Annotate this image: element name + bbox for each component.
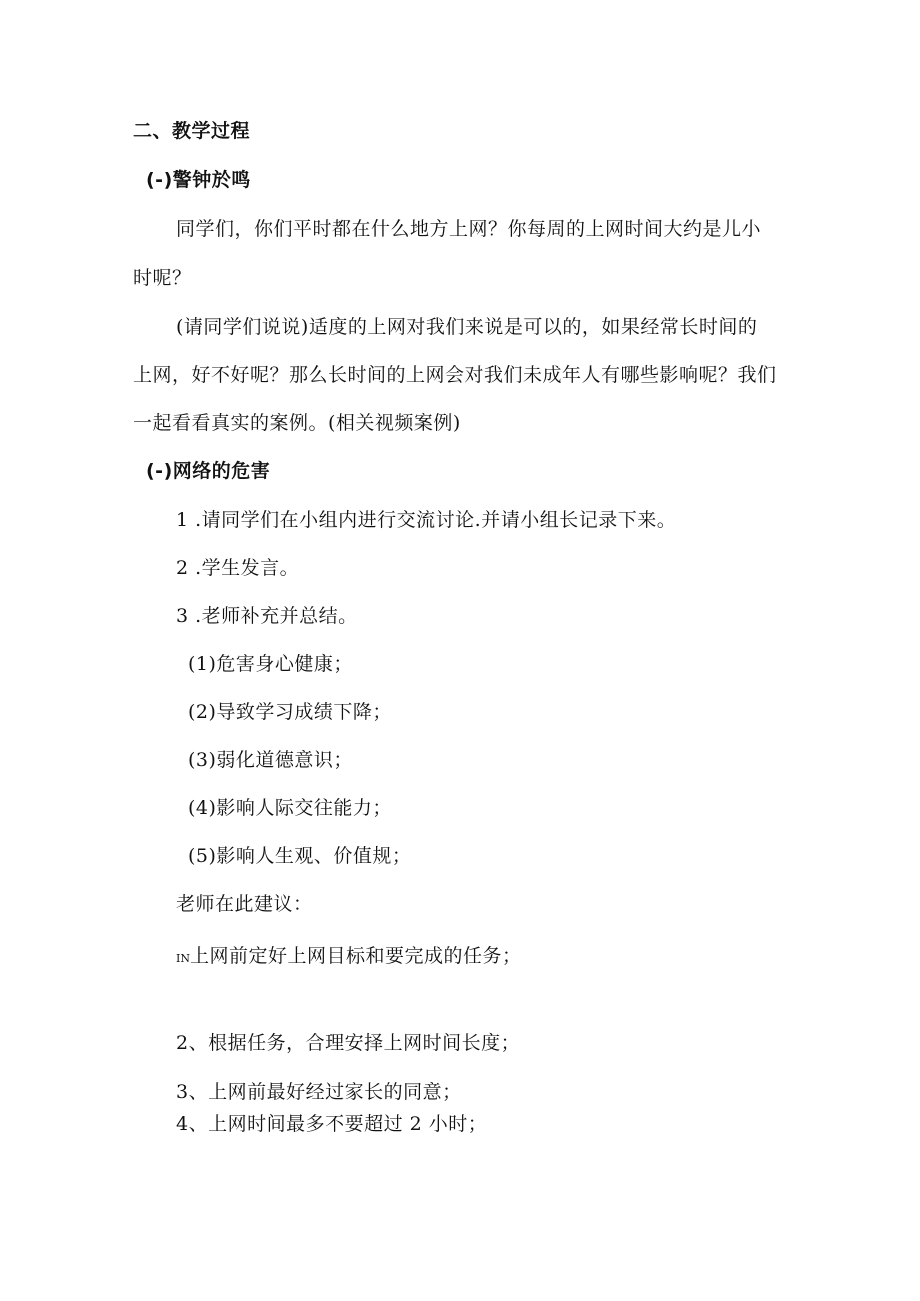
harm-item: (3)弱化道德意识； xyxy=(188,749,353,771)
step-item: 1 .请同学们在小组内进行交流讨论.并请小组长记录下来。 xyxy=(176,509,677,531)
section1-para2-line2: 上网，好不好呢？那么长时间的上网会对我们未成年人有哪些影响呢？我们 xyxy=(133,364,777,386)
harm-item: (1)危害身心健康； xyxy=(188,653,353,675)
advice-item-3: 3、上网前最好经过家长的同意； xyxy=(176,1081,462,1103)
main-heading: 二、教学过程 xyxy=(133,120,251,142)
advice-item-2: 2、根据任务，合理安择上网时间长度； xyxy=(176,1032,521,1054)
section1-para1-line1: 同学们，你们平时都在什么地方上网？你每周的上网时间大约是儿小 xyxy=(176,218,762,240)
section1-heading: (-)警钟於鸣 xyxy=(146,169,251,191)
harm-item: (5)影响人生观、价值规； xyxy=(188,845,412,867)
advice-item-1 xyxy=(176,943,522,972)
section1-para1-line2: 时呢？ xyxy=(133,267,192,289)
section1-para2-line3: 一起看看真实的案例。(相关视频案例) xyxy=(133,412,461,434)
harm-item: (2)导致学习成绩下降； xyxy=(188,701,392,723)
section2-heading: (-)网络的危害 xyxy=(146,460,271,482)
section1-para2-line1: (请同学们说说)适度的上网对我们来说是可以的，如果经常长时间的 xyxy=(176,316,758,338)
harm-item: (4)影响人际交往能力； xyxy=(188,797,392,819)
step-item: 2 .学生发言。 xyxy=(176,557,300,579)
advice-item-4: 4、上网时间最多不要超过 2 小时； xyxy=(176,1113,488,1135)
advice-item-1-text: 上网前定好上网目标和要完成的任务； xyxy=(189,945,522,967)
advice-item-1-prefix: IN xyxy=(176,952,190,965)
advice-intro: 老师在此建议： xyxy=(176,893,313,915)
step-item: 3 .老师补充并总结。 xyxy=(176,605,358,627)
